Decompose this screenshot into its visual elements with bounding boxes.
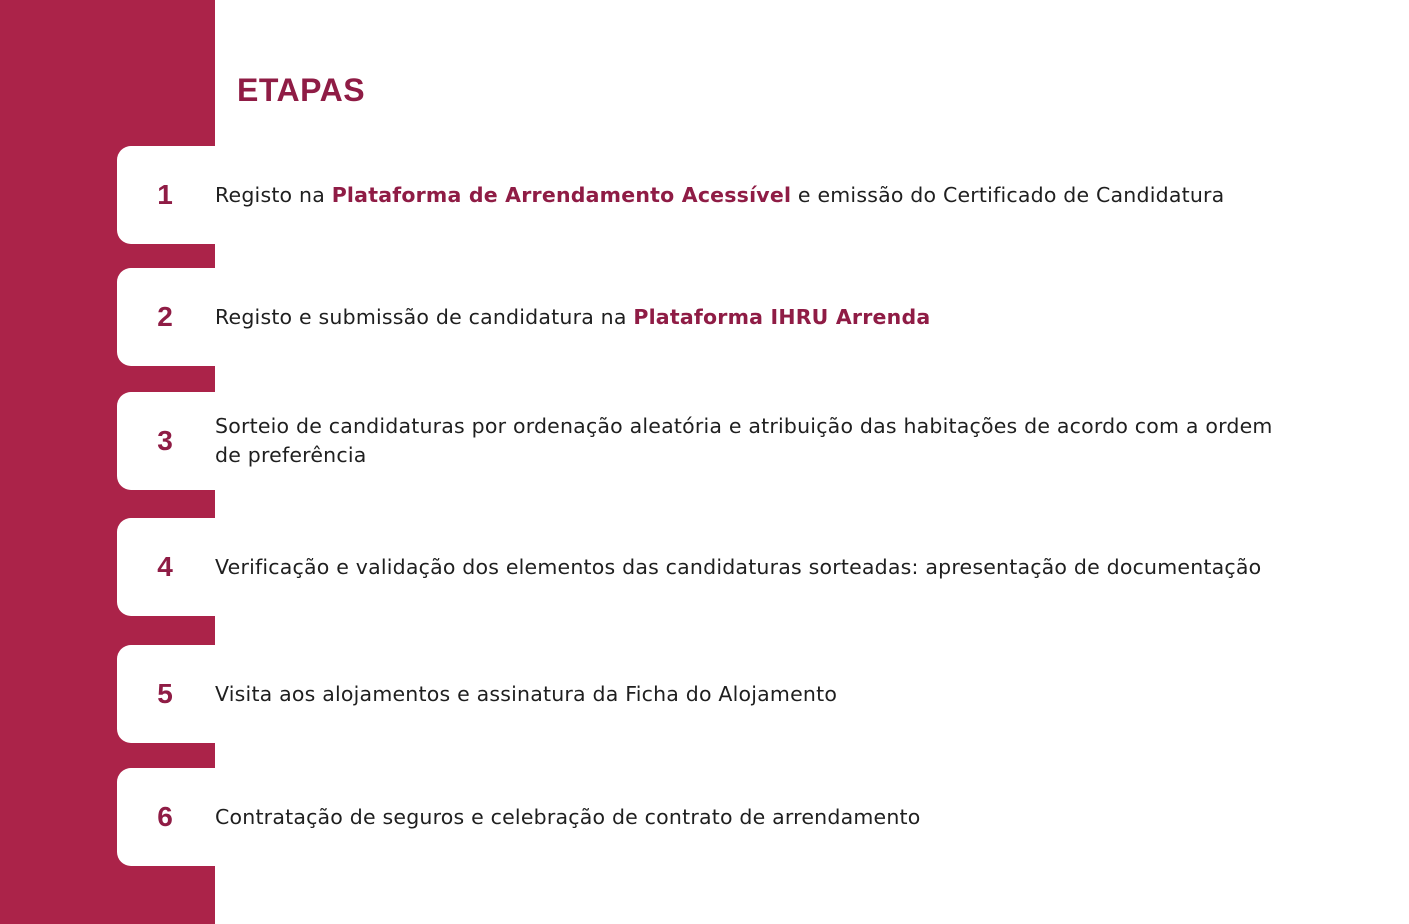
step-text: Registo e submissão de candidatura na [215, 304, 634, 329]
step-number-badge [117, 518, 215, 616]
step-number-badge [117, 268, 215, 366]
step-highlight-link[interactable]: Plataforma de Arrendamento Acessível [331, 182, 792, 207]
step-item-6 [0, 768, 1409, 866]
step-description [215, 392, 1295, 490]
page-title: ETAPAS [237, 72, 366, 108]
step-number-badge [117, 645, 215, 743]
step-text: Visita aos alojamentos e assinatura da Ficha do Alojamento [215, 681, 838, 706]
step-highlight-link[interactable]: Plataforma IHRU Arrenda [633, 304, 931, 329]
step-number: 2 [157, 301, 173, 332]
step-text-continued: e emissão do Certificado de Candidatura [791, 182, 1225, 207]
step-number-badge [117, 768, 215, 866]
step-number: 4 [157, 551, 173, 582]
step-number-badge [117, 392, 215, 490]
step-text: Sorteio de candidaturas por ordenação aleatória e atribuição das habitações de acordo com a ordem de preferência [215, 414, 1273, 467]
step-number: 5 [157, 678, 173, 709]
step-description [215, 768, 1295, 866]
step-description [215, 146, 1295, 244]
step-item-4 [0, 518, 1409, 616]
step-item-2 [0, 268, 1409, 366]
step-text: Registo na [215, 182, 332, 207]
step-number: 6 [157, 801, 173, 832]
step-item-3 [0, 392, 1409, 490]
step-item-1 [0, 146, 1409, 244]
step-text: Contratação de seguros e celebração de contrato de arrendamento [215, 804, 921, 829]
step-item-5 [0, 645, 1409, 743]
step-description [215, 268, 1295, 366]
step-number: 3 [157, 425, 173, 456]
step-number-badge [117, 146, 215, 244]
step-description [215, 645, 1295, 743]
step-number: 1 [157, 179, 173, 210]
step-description [215, 518, 1295, 616]
step-text: Verificação e validação dos elementos das candidaturas sorteadas: apresentação de documentação [215, 554, 1262, 579]
